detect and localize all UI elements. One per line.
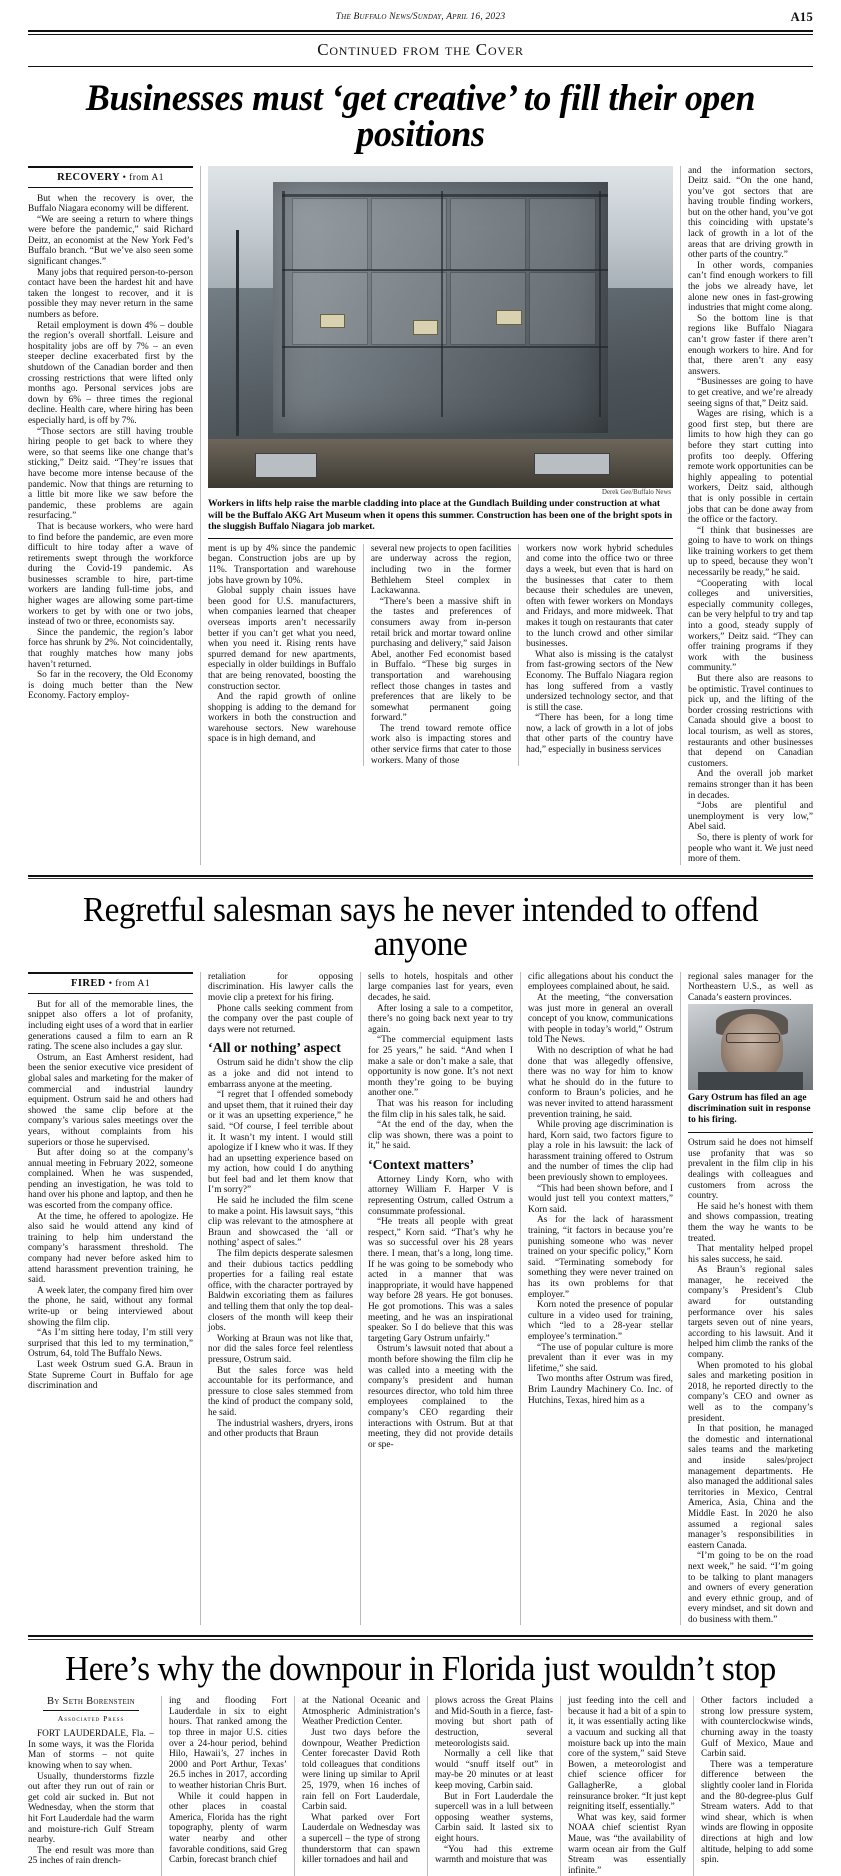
paragraph: “We are seeing a return to where things were before the pandemic,” said Richard Deitz, an economist at the New York Fed’s Buffalo branch. “But we’ve also seen some significant changes.” bbox=[28, 214, 193, 268]
paragraph: “As I’m sitting here today, I’m still very surprised that this led to my termination,” Ostrum, 64, told The Buffalo News. bbox=[28, 1328, 193, 1360]
photo-block bbox=[208, 166, 673, 544]
article2-col-5 bbox=[680, 972, 813, 1626]
paragraph: ing and flooding Fort Lauderdale in six to eight hours. That ranked among the top three in major U.S. cities over a 24-hour period, behind Hilo, Hawaii’s, 27 inches in 2000 and Port Arthur, Texas’ 26.5 inches in 2017, according to weather historian Chris Burt. bbox=[169, 1696, 287, 1792]
jump-label-text: RECOVERY bbox=[57, 171, 120, 183]
article2-subhead-1: ‘All or nothing’ aspect bbox=[208, 1041, 341, 1057]
paragraph: But in Fort Lauderdale the supercell was in a lull between opposing weather systems, Carbin said. It lasted six to eight hours. bbox=[435, 1791, 553, 1844]
paragraph: “Jobs are plentiful and unemployment is very low,” Abel said. bbox=[688, 801, 813, 833]
masthead bbox=[28, 0, 813, 30]
paragraph: And the rapid growth of online shopping is adding to the demand for workers in both the construction and warehouse sectors. New warehouse space is in high demand, and bbox=[208, 692, 356, 745]
article2-col-2 bbox=[200, 972, 360, 1626]
section-band: Continued from the Cover bbox=[317, 40, 524, 59]
article3-byline-org: Associated Press bbox=[43, 1710, 139, 1723]
paragraph: The film depicts desperate salesmen and their dubious tactics peddling properties for a failing real estate office, with the character portrayed by Baldwin excoriating them as failures and telling them that only the top deal-closers of the month will keep their jobs. bbox=[208, 1249, 353, 1334]
paragraph: What also is missing is the catalyst from fast-growing sectors of the New Economy. The Buffalo Niagara region has long suffered from a vastly undersized technology sector, and that is still the case. bbox=[526, 649, 674, 713]
paragraph: Wages are rising, which is a good first step, but there are limits to how high they can go before they start cutting into profits too deeply. Offering remote work opportunities can be highly appealing to potential workers, Deitz said, although that is only possible in certain jobs that can be done away from the office or the factory. bbox=[688, 409, 813, 526]
paragraph: That mentality helped propel his sales success, he said. bbox=[688, 1244, 813, 1265]
construction-photo bbox=[208, 166, 673, 488]
paragraph: In that position, he managed the domestic and international sales teams and the marketing and inside sales/project management departments. He also managed the additional sales territories in Mexico, Central America, Asia, China and the Middle East. In 2020 he also assumed a regional sales manager’s responsibilities in eastern Canada. bbox=[688, 1424, 813, 1551]
paragraph: At the time, he offered to apologize. He also said he would attend any kind of training to help him understand the company’s harassment threshold. The company had never before asked him to attend harassment prevention training, he said. bbox=[28, 1211, 193, 1286]
paragraph: As Braun’s regional sales manager, he received the company’s President’s Club award for outstanding performance over his sales targets seven out of nine years, according to his lawsuit. And it helped him climb the ranks of the company. bbox=[688, 1265, 813, 1361]
paragraph: ment is up by 4% since the pandemic began. Construction jobs are up by 11%. Transportation and warehouse jobs have grown by 10%. bbox=[208, 543, 356, 586]
article2-headline: Regretful salesman says he never intended to offend anyone bbox=[82, 890, 759, 964]
paragraph: Last week Ostrum sued G.A. Braun in State Supreme Court in Buffalo for age discrimination and bbox=[28, 1359, 193, 1392]
paragraph: “Cooperating with local colleges and universities, especially community colleges, can be very helpful to try and tap into a good, steady supply of workers,” Deitz said. “They can offer training programs if they work with the business community.” bbox=[688, 578, 813, 674]
article1-center-textcols bbox=[208, 544, 673, 766]
paragraph: The industrial washers, dryers, irons and other products that Braun bbox=[208, 1418, 353, 1440]
paragraph: In other words, companies can’t find enough workers to fill the jobs we already have, let alone new ones in fast-growing industries that might come along. bbox=[688, 260, 813, 314]
paragraph: Phone calls seeking comment from the company over the past couple of days were not returned. bbox=[208, 1003, 353, 1035]
paragraph: “I regret that I offended somebody and upset them, that it ruined their day or it was an upsetting experience,” he said. “Of course, I feel terrible about it. It wasn’t my intent. I would still apologize if I knew who it was. If they had an upsetting experience based on my action, how could I do anything but feel bad and let them know that I’m sorry?” bbox=[208, 1090, 353, 1196]
paragraph: “At the end of the day, when the clip was shown, there was a point to it,” he said. bbox=[368, 1120, 513, 1152]
article-downpour bbox=[28, 1640, 813, 1876]
paragraph: Other factors included a strong low pressure system, with counterclockwise winds, churning away in the toasty Gulf of Mexico, Maue and Carbin said. bbox=[701, 1696, 813, 1760]
jump-from-text: • from A1 bbox=[108, 978, 150, 989]
publication-line: The Buffalo News/Sunday, April 16, 2023 bbox=[335, 12, 506, 22]
paragraph: While it could happen in other places in coastal America, Florida has the right topography, plenty of warm water nearby and other favorable conditions, said Greg Carbin, forecast branch chief bbox=[169, 1791, 287, 1866]
photo-credit: Derek Gee/Buffalo News bbox=[602, 489, 671, 496]
paragraph: Ostrum’s lawsuit noted that about a month before showing the film clip he was called into a meeting with the company’s president and human resources director, who told him three employees complained to the company’s CEO regarding their interactions with Ostrum. But at that meeting, they did not provide details or spe- bbox=[368, 1344, 513, 1450]
article-fired bbox=[28, 879, 813, 1625]
paragraph: sells to hotels, hospitals and other large companies last for years, even decades, he said. bbox=[368, 971, 513, 1003]
paragraph: He said he’s honest with them and shows compassion, treating them the way he wants to be treated. bbox=[688, 1201, 813, 1244]
paragraph: Global supply chain issues have been good for U.S. manufacturers, when companies learned that cheaper overseas imports aren’t necessarily better if you can’t get what you need, when you need it. Rising rents have spurred demand for new apartments, especially in older buildings in Buffalo that are being renovated, boosting the construction sector. bbox=[208, 586, 356, 692]
page-number: A15 bbox=[790, 10, 813, 24]
article2-col-4 bbox=[520, 972, 680, 1626]
paragraph: several new projects to open facilities are underway across the region, including two in the former Bethlehem Steel complex in Lackawanna. bbox=[370, 543, 512, 597]
paragraph: retaliation for opposing discrimination. His lawyer calls the movie clip a pretext for his firing. bbox=[208, 971, 353, 1003]
paragraph: But there also are reasons to be optimistic. Travel continues to pick up, and the lifting of the border crossing restrictions with Canada should give a boost to local tourism, as well as stores, restaurants and other businesses that depend on Canadian customers. bbox=[688, 674, 813, 769]
article1-col-4 bbox=[518, 544, 673, 766]
article3-col-1 bbox=[28, 1696, 161, 1876]
paragraph: But for all of the memorable lines, the snippet also offers a lot of profanity, including eight uses of a word that in earlier generations caused a film to earn an R rating. The scene also includes a gay slur. bbox=[28, 999, 193, 1053]
gary-ostrum-mugshot bbox=[688, 1004, 813, 1090]
paragraph: That was his reason for including the film clip in his sales talk, he said. bbox=[368, 1098, 513, 1120]
paragraph: A week later, the company fired him over the phone, he said, without any formal write-up or being interviewed about showing the film clip. bbox=[28, 1285, 193, 1328]
paragraph: What parked over Fort Lauderdale on Wednesday was a supercell – the type of strong thunderstorm that can spawn killer tornadoes and hail and bbox=[302, 1812, 420, 1866]
paragraph: “You had this extreme warmth and moisture that was bbox=[435, 1844, 553, 1866]
paragraph: As for the lack of harassment training, “it factors in because you’re punishing someone who was never trained on your specific policy,” Korn said. “Terminating somebody for something they were never trained on has its own problems for that employer.” bbox=[528, 1215, 673, 1300]
paragraph: The trend toward remote office work also is impacting stores and other service firms that cater to those workers. Many of those bbox=[370, 723, 512, 766]
paragraph: workers now work hybrid schedules and come into the office two or three days a week, but even that is hard on the businesses that cater to them because their schedules are uneven, often with fewer workers on Mondays and Fridays, and more midweek. That makes it tough on restaurants that cater to the lunch crowd and other similar businesses. bbox=[526, 543, 674, 650]
paragraph: Normally a cell like that would “snuff itself out” in may-be 20 minutes or at least keep moving, Carbin said. bbox=[435, 1749, 553, 1792]
paragraph: “Businesses are going to have to get creative, and we’re already seeing signs of that,” Deitz said. bbox=[688, 377, 813, 409]
article3-col-2 bbox=[161, 1696, 294, 1876]
article2-col-1 bbox=[28, 972, 200, 1626]
article1-columns bbox=[28, 166, 813, 865]
paragraph: So far in the recovery, the Old Economy is doing much better than the New Economy. Factory employ- bbox=[28, 670, 193, 702]
article1-col-5 bbox=[680, 166, 813, 865]
paragraph: Attorney Lindy Korn, who with attorney William F. Harper V is representing Ostrum, called Ostrum a consummate professional. bbox=[368, 1174, 513, 1217]
paragraph: So the bottom line is that regions like Buffalo Niagara can’t grow faster if there aren’t enough workers to hire. And for that, there aren’t any easy answers. bbox=[688, 313, 813, 377]
paragraph: at the National Oceanic and Atmospheric Administration’s Weather Prediction Center. bbox=[302, 1696, 420, 1728]
paragraph: “There’s been a massive shift in the tastes and preferences of consumers away from in-person retail brick and mortar toward online purchasing and delivery,” said Jaison Abel, another Fed economist based in Buffalo. “These big surges in transportation and warehousing reflect those changes in tastes and preferences that are likely to be somewhat permanent going forward.” bbox=[370, 596, 512, 724]
paragraph: “There has been, for a long time now, a lack of growth in a lot of jobs that other parts of the country have had,” especially in business services bbox=[526, 713, 674, 756]
paragraph: But after doing so at the company’s annual meeting in February 2022, someone complained. When he was suspended, pending an investigation, he was told to hand over his phone and laptop, and then he was escorted from the company office. bbox=[28, 1148, 193, 1212]
paragraph: But the sales force was held accountable for its performance, and pressure to close sales stemmed from the kind of product the company sold, he said. bbox=[208, 1365, 353, 1418]
paragraph: But when the recovery is over, the Buffalo Niagara economy will be different. bbox=[28, 193, 193, 215]
paragraph: “I’m going to be on the road next week,” he said. “I’m going to be talking to plant managers and owners of every generation and every ethnic group, and of every mindset, and sit down and do business with them.” bbox=[688, 1551, 813, 1625]
paragraph: regional sales manager for the Northeastern U.S., as well as Canada’s eastern provinces. bbox=[688, 971, 813, 1003]
paragraph: cific allegations about his conduct the employees complained about, he said. bbox=[528, 971, 673, 993]
paragraph: There was a temperature difference between the slightly cooler land in Florida and the 80-degree-plus Gulf Stream waters. Add to that wind shear, which is when winds are flowing in opposite directions at high and low altitude, helping to add some spin. bbox=[701, 1759, 813, 1866]
mugshot-caption: Gary Ostrum has filed an age discrimination suit in response to his firing. bbox=[688, 1092, 811, 1125]
paragraph: Ostrum said he does not himself use profanity that was so prevalent in the film clip in his dealings with colleagues and customers from across the country. bbox=[688, 1138, 813, 1202]
paragraph: Two months after Ostrum was fired, Brim Laundry Machinery Co. Inc. of Hutchins, Texas, hired him as a bbox=[528, 1374, 673, 1406]
paragraph: “This had been shown before, and I would just tell you context matters,” Korn said. bbox=[528, 1183, 673, 1215]
paragraph: Since the pandemic, the region’s labor force has shrunk by 2%. Not coincidentally, that roughly matches how many jobs haven’t returned. bbox=[28, 627, 193, 670]
paragraph: The end result was more than 25 inches of rain drench- bbox=[28, 1845, 154, 1867]
article-recovery bbox=[28, 67, 813, 865]
paragraph: Ostrum said he didn’t show the clip as a joke and did not intend to embarrass anyone at the meeting. bbox=[208, 1058, 353, 1090]
paragraph: Ostrum, an East Amherst resident, had been the senior executive vice president of global sales and marketing for the maker of commercial and industrial laundry equipment. Ostrum said he and others had showed the same clip before at the company’s various sales meetings over the years, without complaints from his superiors or those he supervised. bbox=[28, 1052, 193, 1148]
article2-col-3 bbox=[360, 972, 520, 1626]
paragraph: When promoted to his global sales and marketing position in 2018, he reported directly to the company’s CEO and owner as well as to the company’s president. bbox=[688, 1360, 813, 1424]
photo-caption: Workers in lifts help raise the marble cladding into place at the Gundlach Building under construction at what will be the Buffalo AKG Art Museum when it opens this summer. Construction has been one of the bright spots in the sluggish Buffalo Niagara job market. bbox=[208, 498, 673, 533]
paragraph: So, there is plenty of work for people who want it. We just need more of them. bbox=[688, 832, 813, 865]
article3-col-5 bbox=[560, 1696, 693, 1876]
paragraph: “The use of popular culture is more prevalent than it ever was in my lifetime,” she said. bbox=[528, 1342, 673, 1374]
paragraph: He said he included the film scene to make a point. His lawsuit says, “this clip was relevant to the atmosphere at Braun and showcased the ‘all or nothing’ aspect of sales.” bbox=[208, 1196, 353, 1249]
paragraph: “The commercial equipment lasts for 25 years,” he said. “And when I make a sale or don’t make a sale, that opportunity is now gone. It’s not next month they’re going to be buying another one.” bbox=[368, 1035, 513, 1099]
jump-label-recovery bbox=[28, 166, 193, 188]
paragraph: and the information sectors, Deitz said. “On the one hand, you’ve got sectors that are having trouble finding workers, but on the other hand, you’ve got this coinciding with upstate’s lack of growth in a lot of the areas that are driving growth in other parts of the country.” bbox=[688, 165, 813, 261]
paragraph: Just two days before the downpour, Weather Prediction Center forecaster David Roth told colleagues that conditions were lining up similar to April 25, 1979, when 16 inches of rain fell on Fort Lauderdale, Carbin said. bbox=[302, 1728, 420, 1813]
paragraph: “Those sectors are still having trouble hiring people to get back to where they were, so that seems like one change that’s sticking,” Deitz said. “They’re issues that have become more intense because of the pandemic. Now that things are returning to a little bit more like we saw before the pandemic, these problems are again resurfacing.” bbox=[28, 426, 193, 522]
paragraph: FORT LAUDERDALE, Fla. – In some ways, it was the Florida Man of storms – not quite knowing when to say when. bbox=[28, 1729, 154, 1772]
article3-headline: Here’s why the downpour in Florida just wouldn’t stop bbox=[65, 1648, 776, 1688]
article3-byline: By Seth Borenstein bbox=[46, 1696, 136, 1708]
article3-col-4 bbox=[427, 1696, 560, 1876]
paragraph: At the meeting, “the conversation was just more in general an overall concept of you know, communications with people in today’s world,” Ostrum told The News. bbox=[528, 992, 673, 1046]
paragraph: “He treats all people with great respect,” Korn said. “That’s why he was so successful over his 28 years there. I mean, that’s a long, long time. If he was going to be somebody who acted in a manner that was inappropriate, it would have happened way before 28 years. He got bonuses. He got promotions. This was a sales meeting, and he was an inspirational speaker. So I do believe that this was targeting Gary Ostrum unfairly.” bbox=[368, 1217, 513, 1344]
article1-center-block bbox=[200, 166, 680, 865]
article3-columns bbox=[28, 1696, 813, 1876]
paragraph: Many jobs that required person-to-person contact have been the hardest hit and have taken the longest to recover, and it is possible they may never return in the same numbers as before. bbox=[28, 267, 193, 321]
paragraph: plows across the Great Plains and Mid-South in a fierce, fast-moving but short path of destruction, several meteorologists said. bbox=[435, 1696, 553, 1749]
article1-col-3 bbox=[363, 544, 518, 766]
paragraph: Retail employment is down 4% – double the region’s overall shortfall. Leisure and hospitality jobs are off by 7% – an even steeper decline exacerbated first by the shutdown of the Canadian border and then crossing restrictions that were lifted only months ago. Personal services jobs are down by 6% – three times the regional decline. Health care, where hiring has been especially hard, is off by 7%. bbox=[28, 320, 193, 426]
paragraph: While proving age discrimination is hard, Korn said, two factors figure to play a role in his lawsuit: the lack of harassment training offered to Ostrum and the number of times the clip had been previously shown to employees. bbox=[528, 1120, 673, 1184]
article3-col-6 bbox=[693, 1696, 813, 1876]
article1-col-2 bbox=[208, 544, 363, 766]
article1-headline: Businesses must ‘get creative’ to fill their open positions bbox=[85, 78, 756, 156]
article2-columns bbox=[28, 972, 813, 1626]
article1-col-1 bbox=[28, 166, 200, 865]
jump-label-text: FIRED bbox=[71, 977, 106, 989]
jump-from-text: • from A1 bbox=[122, 172, 164, 183]
mugshot-rule bbox=[688, 1132, 813, 1133]
paragraph: just feeding into the cell and because it had a bit of a spin to it, it was essentially acting like a vacuum and sucking all that moisture back up into the main core of the system,” said Steve Bowen, a meteorologist and chief science officer for GallagherRe, a global reinsurance broker. “It just kept reigniting itself, essentially.” bbox=[568, 1696, 686, 1813]
paragraph: Working at Braun was not like that, nor did the sales force feel relentless pressure, Ostrum said. bbox=[208, 1333, 353, 1365]
paragraph: Usually, thunderstorms fizzle out after they run out of rain or get cold air sucked in. But not Wednesday, when the storm that hit Fort Lauderdale had the warm and moisture-rich Gulf Stream nearby. bbox=[28, 1771, 154, 1846]
paragraph: With no description of what he had done that was allegedly offensive, there was no way for him to know what he should do in the future to conform to Braun’s policies, and he was never invited to attend harassment prevention training, he said. bbox=[528, 1045, 673, 1120]
jump-label-fired bbox=[28, 972, 193, 994]
paragraph: That is because workers, who were hard to find before the pandemic, are even more difficult to hire today after a wave of retirements swept through the workforce during the Covid-19 pandemic. As businesses scramble to hire, part-time workers are landing full-time jobs, and higher wages are allowing some part-time workers to get by with one or two jobs, instead of two or three, economists say. bbox=[28, 521, 193, 628]
article3-col-3 bbox=[294, 1696, 427, 1876]
paragraph: “I think that businesses are going to have to work on things like training workers to get them up to speed, because they won’t necessarily be ready,” he said. bbox=[688, 525, 813, 579]
paragraph: What was key, said former NOAA chief scientist Ryan Maue, was “the availability of warm ocean air from the Gulf Stream was essentially infinite.” bbox=[568, 1812, 686, 1876]
article2-subhead-2: ‘Context matters’ bbox=[368, 1157, 475, 1173]
paragraph: After losing a sale to a competitor, there’s no going back next year to try again. bbox=[368, 1003, 513, 1035]
paragraph: Korn noted the presence of popular culture in a video used for training, which “led to a 28-year stellar employee’s termination.” bbox=[528, 1300, 673, 1342]
paragraph: And the overall job market remains stronger than it has been in decades. bbox=[688, 769, 813, 801]
